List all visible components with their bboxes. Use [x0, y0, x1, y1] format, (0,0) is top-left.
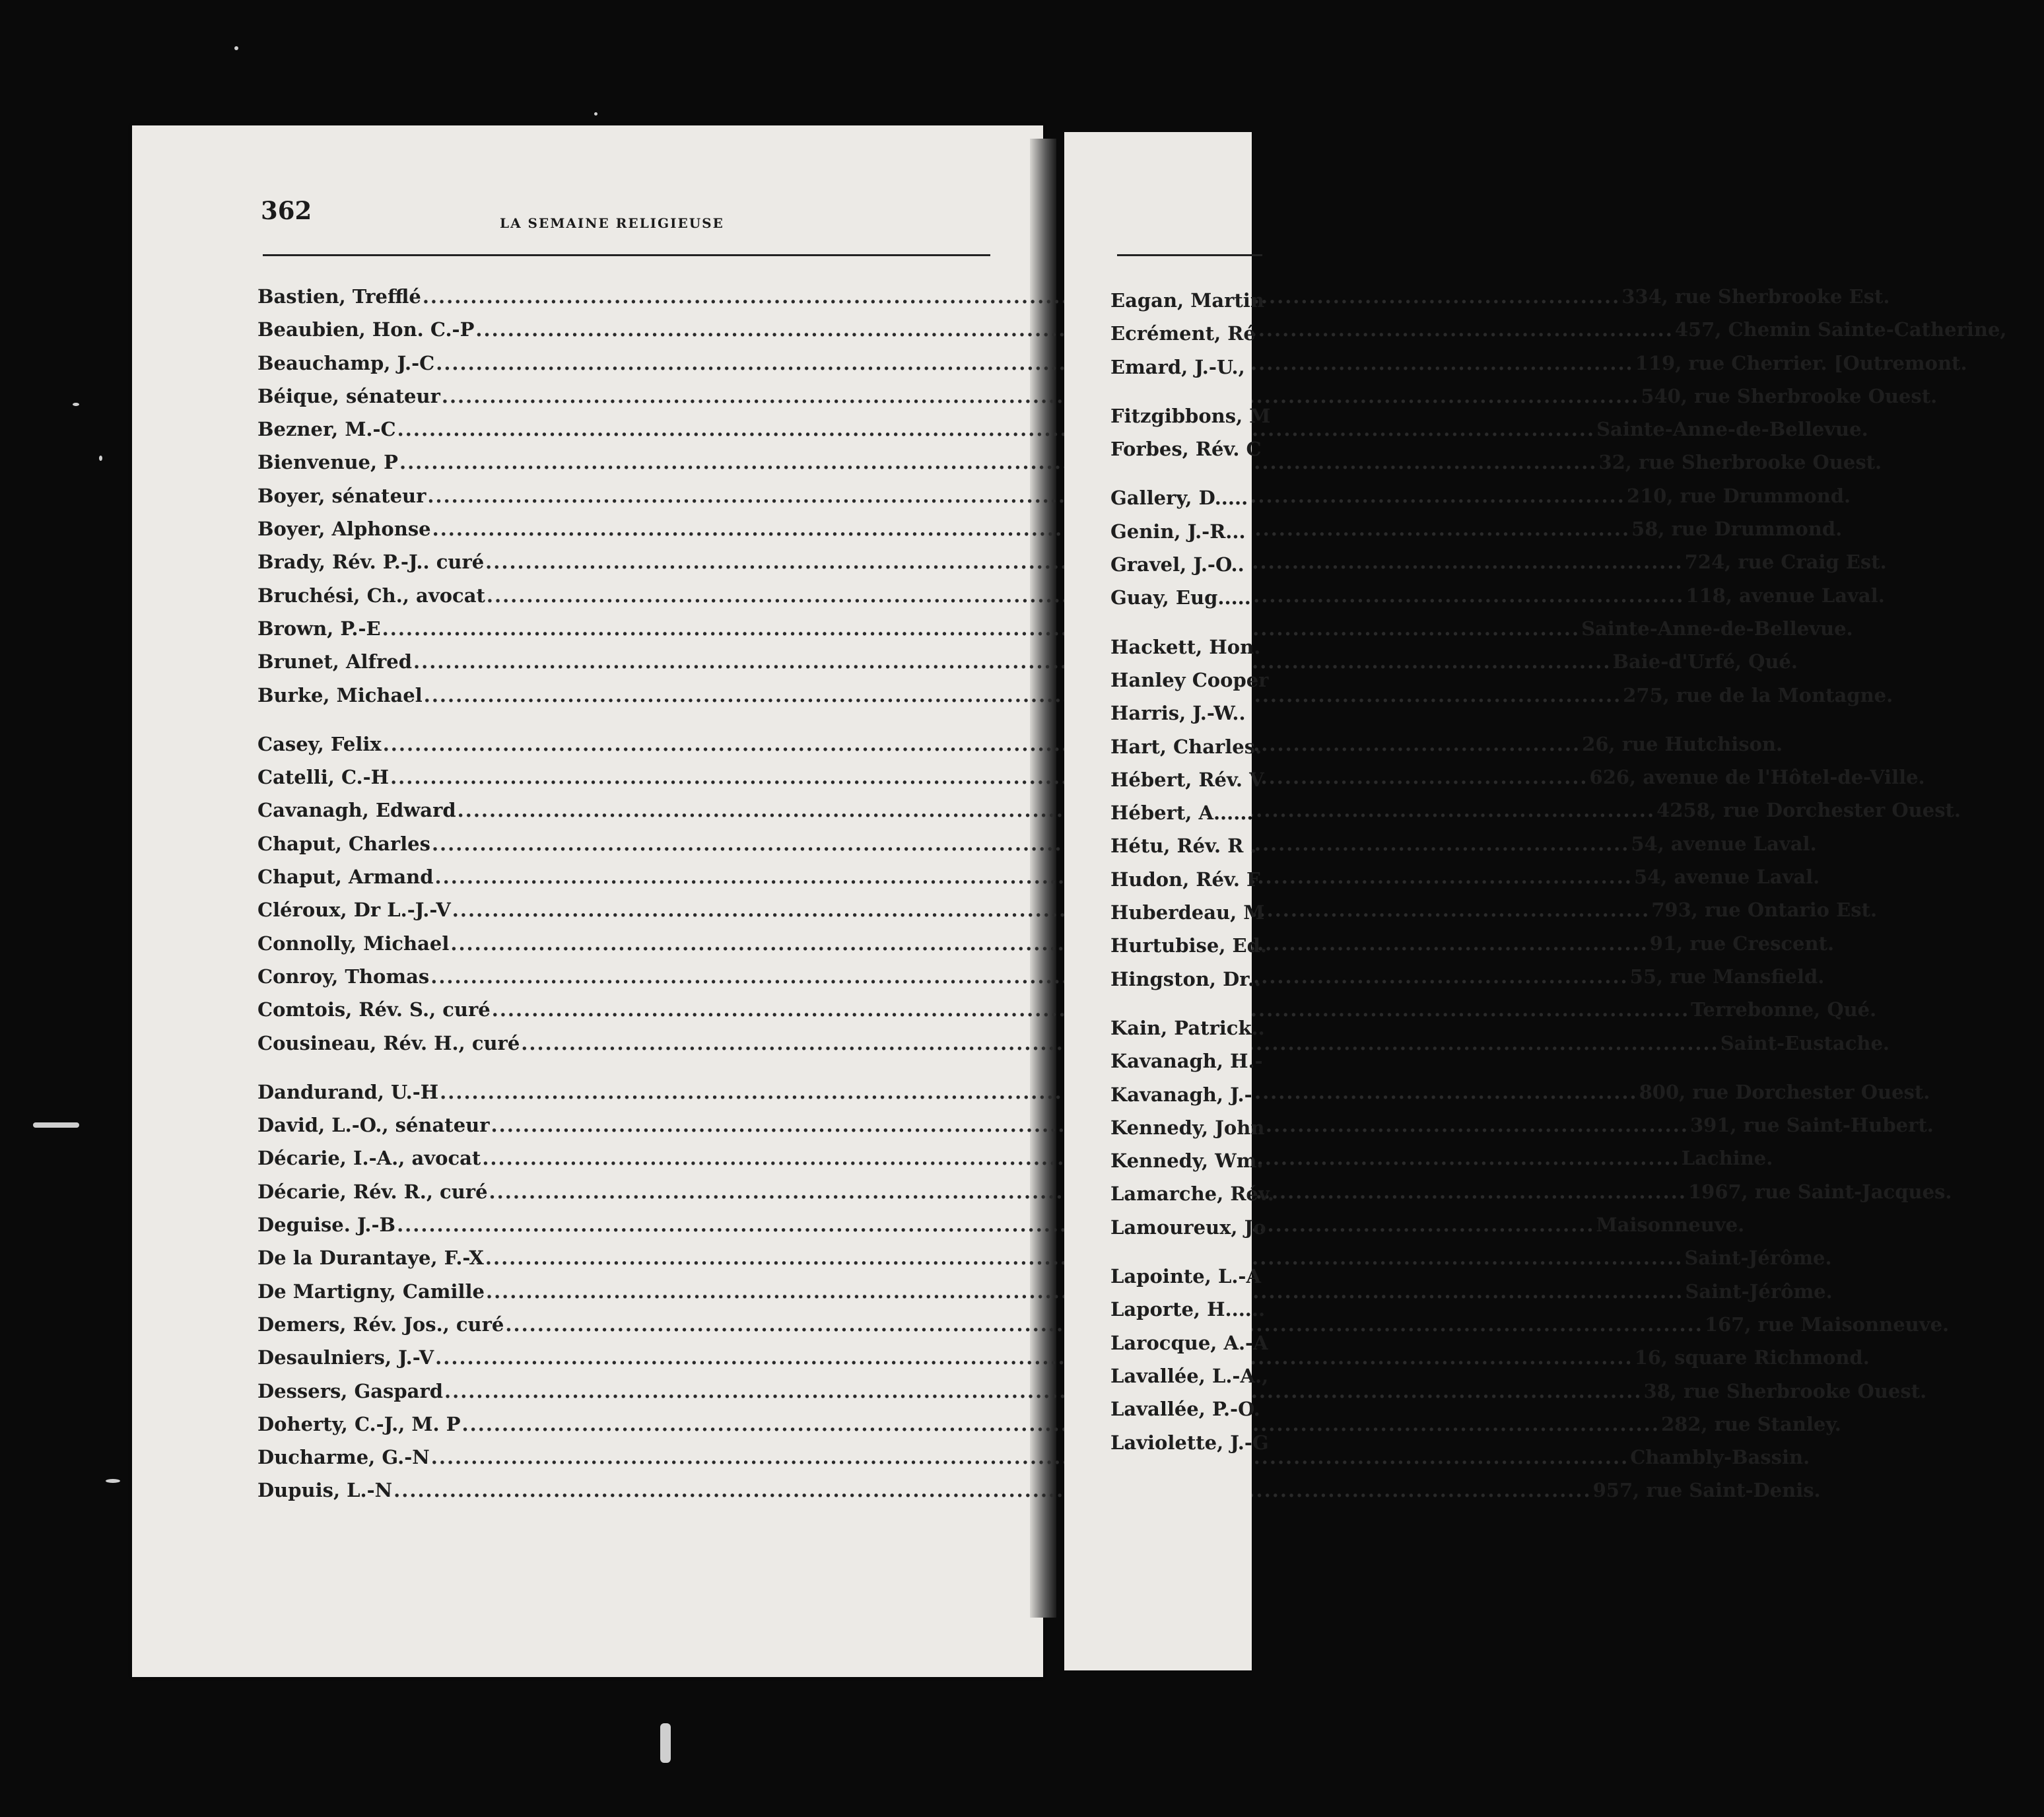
directory-entry-cropped: Kennedy, Wm.: [1110, 1149, 1264, 1173]
entry-name: Connolly, Michael: [257, 932, 450, 955]
page-number: 362: [261, 196, 312, 225]
leader-dots: [436, 352, 1633, 374]
running-head: LA SEMAINE RELIGIEUSE: [500, 215, 724, 231]
entry-name: Brady, Rév. P.-J.. curé: [257, 551, 485, 574]
leader-dots: [399, 451, 1597, 473]
directory-entry-cropped: Hart, Charles.: [1110, 735, 1262, 758]
leader-dots: [444, 1380, 1642, 1402]
entry-name: Boyer, Alphonse: [257, 518, 431, 541]
directory-entry: [257, 1479, 1821, 1512]
entry-name: Burke, Michael: [257, 683, 423, 706]
entry-address: 957, rue Saint-Denis.: [1592, 1479, 1821, 1502]
leader-dots: [432, 518, 1630, 540]
directory-entry-cropped: Lamoureux, Jo: [1110, 1216, 1266, 1239]
leader-dots: [382, 617, 1580, 640]
leader-dots: [450, 932, 1648, 955]
leader-dots: [397, 418, 1595, 440]
entry-address: 26, rue Hutchison.: [1582, 732, 1783, 755]
entry-name: Bruchési, Ch., avocat: [257, 584, 485, 607]
leader-dots: [397, 1214, 1594, 1236]
directory-entry-cropped: Kavanagh, J.-: [1110, 1083, 1252, 1106]
entry-name: Dandurand, U.-H: [257, 1080, 439, 1103]
entry-address: Chambly-Bassin.: [1630, 1446, 1810, 1469]
header-rule-right: [1117, 254, 1262, 256]
entry-address: Saint-Eustache.: [1720, 1031, 1890, 1054]
entry-address: Saint-Jérôme.: [1684, 1247, 1832, 1270]
entry-address: 210, rue Drummond.: [1626, 484, 1851, 507]
directory-entry-cropped: Emard, J.-U.,: [1110, 355, 1245, 378]
directory-entry-cropped: Hingston, Dr..: [1110, 967, 1262, 990]
entry-address: 32, rue Sherbrooke Ouest.: [1598, 451, 1882, 474]
directory-entry-cropped: Fitzgibbons, M: [1110, 404, 1271, 427]
entry-name: Cléroux, Dr L.-J.-V: [257, 899, 451, 922]
directory-entry: [257, 1446, 1810, 1479]
entry-name: Demers, Rév. Jos., curé: [257, 1313, 504, 1336]
entry-address: Sainte-Anne-de-Bellevue.: [1596, 418, 1868, 441]
entry-address: 334, rue Sherbrooke Est.: [1621, 285, 1890, 308]
entry-address: Baie-d'Urfé, Qué.: [1612, 650, 1798, 673]
entry-address: 58, rue Drummond.: [1631, 518, 1843, 541]
directory-entry-cropped: Harris, J.-W..: [1110, 702, 1246, 725]
entry-name: Beaubien, Hon. C.-P: [257, 318, 475, 341]
directory-entry-cropped: Hurtubise, Ed.: [1110, 934, 1267, 957]
entry-name: Desaulniers, J.-V: [257, 1346, 434, 1369]
entry-address: 724, rue Craig Est.: [1684, 551, 1887, 574]
entry-name: Deguise. J.-B: [257, 1214, 396, 1237]
leader-dots: [430, 965, 1628, 988]
entry-address: 167, rue Maisonneuve.: [1704, 1313, 1950, 1336]
directory-entry-cropped: Lavallée, L.-A.,: [1110, 1364, 1269, 1387]
entry-name: Décarie, Rév. R., curé: [257, 1180, 488, 1203]
entry-name: Bastien, Trefflé: [257, 285, 421, 308]
entry-name: Brunet, Alfred: [257, 650, 412, 673]
entry-address: Lachine.: [1681, 1147, 1773, 1170]
entry-address: 119, rue Cherrier. [Outremont.: [1635, 351, 1967, 374]
directory-entry-cropped: Forbes, Rév. C: [1110, 438, 1262, 461]
entry-name: Décarie, I.-A., avocat: [257, 1147, 481, 1170]
entry-name: Ducharme, G.-N: [257, 1446, 430, 1469]
directory-entry-cropped: Huberdeau, M: [1110, 901, 1265, 924]
entry-address: 540, rue Sherbrooke Ouest.: [1641, 384, 1938, 407]
entry-address: 91, rue Crescent.: [1649, 932, 1835, 955]
entry-address: 4258, rue Dorchester Ouest.: [1656, 799, 1961, 822]
entry-address: 1967, rue Saint-Jacques.: [1687, 1180, 1952, 1203]
entry-address: 16, square Richmond.: [1634, 1346, 1870, 1369]
entry-name: Bienvenue, P: [257, 451, 398, 474]
entry-address: Sainte-Anne-de-Bellevue.: [1581, 617, 1853, 640]
entry-address: 275, rue de la Montagne.: [1623, 683, 1893, 706]
entry-name: David, L.-O., sénateur: [257, 1114, 490, 1137]
directory-entry-cropped: Lapointe, L.-A: [1110, 1265, 1261, 1288]
entry-address: 55, rue Mansfield.: [1629, 965, 1825, 988]
directory-entry-cropped: Hudon, Rév. F: [1110, 868, 1260, 891]
entry-name: De Martigny, Camille: [257, 1280, 485, 1303]
directory-list-right: [1110, 289, 1282, 1464]
entry-name: Boyer, sénateur: [257, 484, 426, 507]
leader-dots: [435, 866, 1633, 888]
entry-name: Cavanagh, Edward: [257, 799, 456, 822]
leader-dots: [413, 650, 1611, 673]
leader-dots: [462, 1413, 1660, 1435]
right-page: [1064, 132, 1274, 1670]
leader-dots: [390, 766, 1588, 788]
directory-entry-cropped: Gallery, D.....: [1110, 487, 1248, 510]
header-rule: [263, 254, 990, 256]
directory-entry-cropped: Hébert, A......: [1110, 802, 1254, 825]
entry-address: 793, rue Ontario Est.: [1651, 899, 1878, 922]
directory-entry-cropped: Gravel, J.-O..: [1110, 553, 1244, 576]
leader-dots: [442, 385, 1639, 407]
entry-address: 457, Chemin Sainte-Catherine,: [1674, 318, 2007, 341]
entry-name: Beauchamp, J.-C: [257, 351, 435, 374]
entry-address: Saint-Jérôme.: [1685, 1280, 1833, 1303]
leader-dots: [432, 833, 1629, 855]
directory-entry-cropped: Lavallée, P.-O.: [1110, 1398, 1260, 1421]
entry-address: Maisonneuve.: [1596, 1214, 1745, 1237]
entry-address: 800, rue Dorchester Ouest.: [1639, 1080, 1930, 1103]
entry-name: Conroy, Thomas: [257, 965, 430, 988]
entry-name: Chaput, Armand: [257, 866, 434, 889]
directory-entry-cropped: Genin, J.-R...: [1110, 520, 1246, 543]
directory-entry-cropped: Hackett, Hon.: [1110, 635, 1261, 658]
directory-entry-cropped: Kennedy, John: [1110, 1116, 1265, 1139]
directory-entry-cropped: Guay, Eug.....: [1110, 586, 1251, 609]
scan-speck: [234, 46, 238, 50]
scan-speck: [33, 1122, 79, 1128]
leader-dots: [435, 1346, 1633, 1369]
leader-dots: [427, 485, 1625, 507]
directory-entry-cropped: Ecrément, Ré: [1110, 322, 1256, 345]
scan-speck: [660, 1723, 671, 1763]
directory-entry-cropped: Laviolette, J.-G: [1110, 1431, 1269, 1454]
entry-name: Casey, Felix: [257, 732, 382, 755]
entry-name: Cousineau, Rév. H., curé: [257, 1031, 520, 1054]
entry-address: 391, rue Saint-Hubert.: [1689, 1114, 1934, 1137]
entry-name: Chaput, Charles: [257, 832, 430, 855]
entry-name: Catelli, C.-H: [257, 766, 390, 789]
leader-dots: [393, 1479, 1591, 1501]
entry-address: 118, avenue Laval.: [1686, 584, 1885, 607]
entry-name: Béique, sénateur: [257, 384, 440, 407]
entry-name: Bezner, M.-C: [257, 418, 396, 441]
leader-dots: [383, 733, 1581, 755]
leader-dots: [424, 684, 1621, 706]
entry-name: Brown, P.-E: [257, 617, 381, 640]
scan-speck: [73, 403, 79, 406]
scan-speck: [99, 456, 102, 461]
directory-entry-cropped: Hanley Cooper: [1110, 668, 1269, 691]
entry-address: 54, avenue Laval.: [1631, 832, 1817, 855]
entry-name: Doherty, C.-J., M. P: [257, 1412, 461, 1435]
directory-entry-cropped: Kavanagh, H.-: [1110, 1050, 1263, 1073]
scan-speck: [106, 1479, 120, 1483]
directory-entry-cropped: Larocque, A.-A: [1110, 1331, 1268, 1354]
entry-address: 38, rue Sherbrooke Ouest.: [1643, 1379, 1927, 1402]
leader-dots: [423, 285, 1620, 308]
directory-entry: [257, 451, 1882, 484]
entry-address: Terrebonne, Qué.: [1691, 998, 1877, 1021]
scan-speck: [594, 112, 597, 116]
directory-entry-cropped: Hétu, Rév. R .: [1110, 835, 1257, 858]
directory-entry-cropped: Laporte, H......: [1110, 1298, 1266, 1321]
entry-name: Dessers, Gaspard: [257, 1379, 444, 1402]
leader-dots: [440, 1081, 1637, 1103]
entry-name: De la Durantaye, F.-X: [257, 1247, 484, 1270]
directory-entry-cropped: Hébert, Rév. V: [1110, 768, 1264, 791]
leader-dots: [431, 1446, 1629, 1468]
directory-entry-cropped: Eagan, Martin: [1110, 289, 1264, 312]
directory-entry-cropped: Kain, Patrick..: [1110, 1016, 1265, 1039]
entry-name: Comtois, Rév. S., curé: [257, 998, 491, 1021]
entry-address: 626, avenue de l'Hôtel-de-Ville.: [1589, 766, 1925, 789]
entry-name: Dupuis, L.-N: [257, 1479, 393, 1502]
leader-dots: [452, 899, 1650, 921]
directory-entry-cropped: Lamarche, Rév.: [1110, 1183, 1274, 1206]
entry-address: 282, rue Stanley.: [1660, 1412, 1841, 1435]
leader-dots: [458, 799, 1655, 821]
entry-address: 54, avenue Laval.: [1633, 866, 1820, 889]
